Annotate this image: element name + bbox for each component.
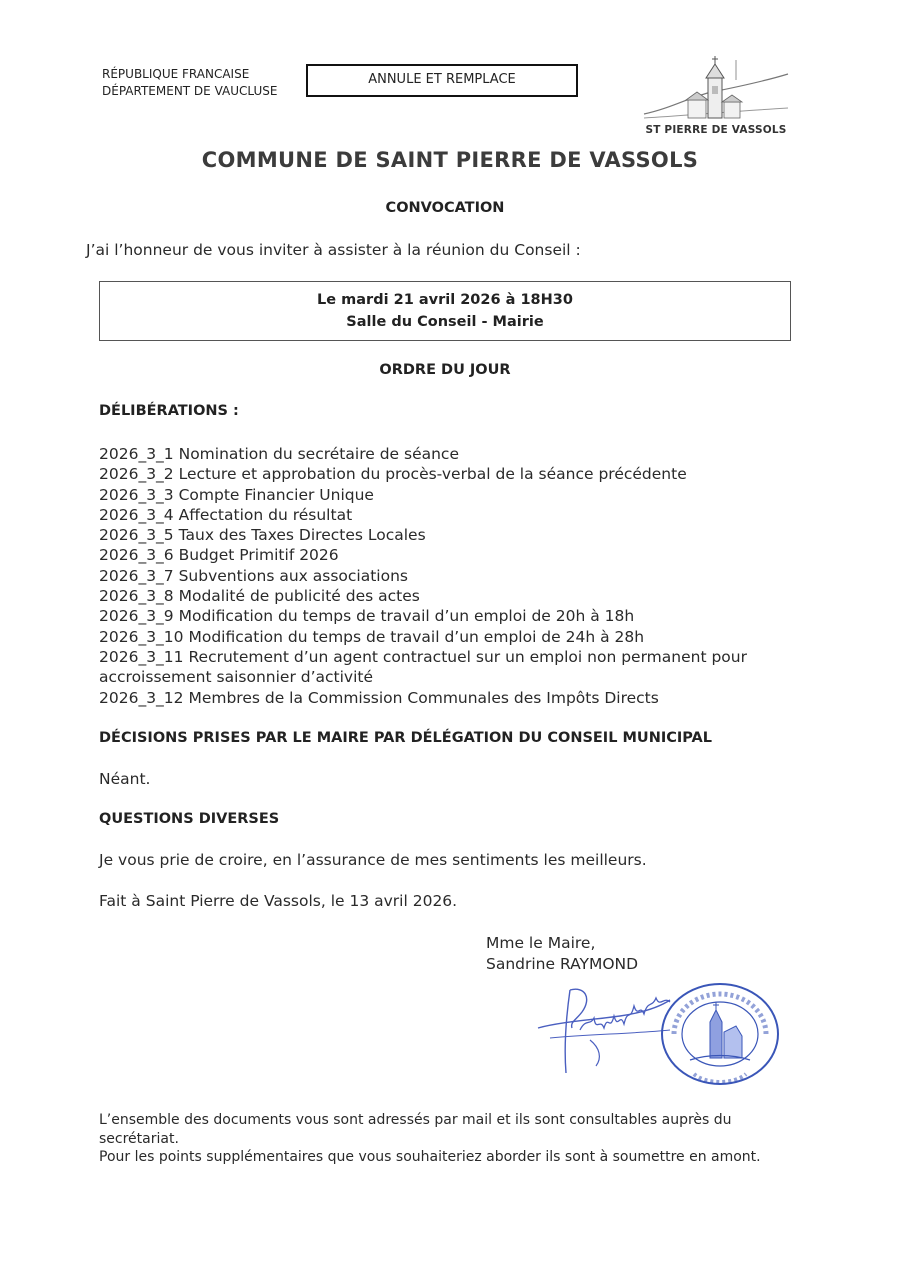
list-item: 2026_3_2 Lecture et approbation du procès-verbal de la séance précédente (99, 465, 687, 484)
signature-stamp-area (530, 978, 800, 1088)
annule-remplace-label: ANNULE ET REMPLACE (368, 72, 516, 87)
logo-caption: ST PIERRE DE VASSOLS (645, 124, 787, 136)
region-block (102, 66, 277, 100)
footer-line-documents: L’ensemble des documents vous sont adressés par mail et ils sont consultables auprès du secrétariat. (99, 1112, 732, 1147)
list-item: 2026_3_12 Membres de la Commission Communales des Impôts Directs (99, 688, 659, 707)
list-item: 2026_3_6 Budget Primitif 2026 (99, 546, 339, 565)
footer-note (99, 1111, 799, 1167)
list-item: 2026_3_11 Recrutement d’un agent contractuel sur un emploi non permanent pour accroissement saisonnier d’activité (99, 647, 747, 687)
decisions-text: Néant. (99, 770, 151, 788)
footer-line-points: Pour les points supplémentaires que vous souhaiteriez aborder ils sont à soumettre en amont. (99, 1149, 761, 1165)
meeting-place: Salle du Conseil - Mairie (346, 314, 544, 330)
fait-a-text: Fait à Saint Pierre de Vassols, le 13 avril 2026. (99, 892, 458, 910)
convocation-heading: CONVOCATION (385, 200, 505, 216)
questions-heading: QUESTIONS DIVERSES (99, 811, 280, 827)
meeting-date: Le mardi 21 avril 2026 à 18H30 (317, 292, 573, 308)
annule-remplace-box (306, 64, 578, 97)
closing-text: Je vous prie de croire, en l’assurance de mes sentiments les meilleurs. (99, 851, 647, 869)
list-item: 2026_3_5 Taux des Taxes Directes Locales (99, 526, 426, 545)
list-item: 2026_3_10 Modification du temps de travail d’un emploi de 24h à 28h (99, 627, 645, 646)
mairie-stamp-icon (658, 980, 782, 1088)
list-item: 2026_3_3 Compte Financier Unique (99, 485, 374, 504)
deliberations-heading: DÉLIBÉRATIONS : (99, 403, 239, 419)
church-landscape-icon (642, 52, 790, 124)
region-line-departement: DÉPARTEMENT DE VAUCLUSE (102, 84, 278, 98)
signatory-name: Sandrine RAYMOND (486, 955, 639, 973)
list-item: 2026_3_9 Modification du temps de travail d’un emploi de 20h à 18h (99, 607, 635, 626)
ordre-du-jour-heading: ORDRE DU JOUR (379, 362, 511, 378)
signatory-title: Mme le Maire, (486, 934, 596, 952)
page-title: COMMUNE DE SAINT PIERRE DE VASSOLS (201, 148, 699, 172)
meeting-info-box (99, 281, 791, 341)
list-item: 2026_3_7 Subventions aux associations (99, 566, 408, 585)
list-item: 2026_3_4 Affectation du résultat (99, 505, 353, 524)
decisions-heading: DÉCISIONS PRISES PAR LE MAIRE PAR DÉLÉGATION DU CONSEIL MUNICIPAL (99, 730, 713, 746)
list-item: 2026_3_1 Nomination du secrétaire de séance (99, 445, 459, 463)
village-logo (642, 52, 790, 142)
intro-text: J’ai l’honneur de vous inviter à assister à la réunion du Conseil : (86, 241, 581, 259)
list-item: 2026_3_8 Modalité de publicité des actes (99, 587, 420, 606)
region-line-republique: RÉPUBLIQUE FRANCAISE (102, 67, 250, 81)
deliberations-list (99, 444, 799, 708)
